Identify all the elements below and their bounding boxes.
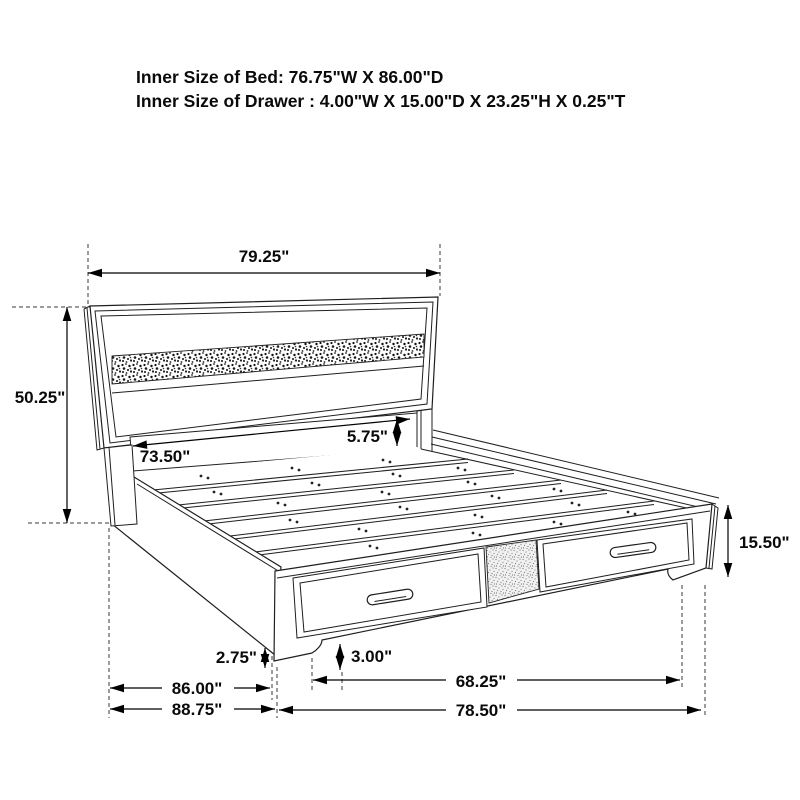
inner-bed-size-note: Inner Size of Bed: 76.75"W X 86.00"D [136, 67, 444, 87]
headboard-height-label: 50.25" [14, 388, 66, 407]
dim-overall-depth [110, 700, 275, 719]
dim-base-height [216, 648, 265, 668]
inner-drawer-size-note: Inner Size of Drawer : 4.00"W X 15.00"D X 23.25"H X 0.25"T [136, 91, 626, 111]
inner-depth-label: 86.00" [171, 679, 223, 698]
dim-drawer-opening-span [313, 672, 680, 691]
overall-depth-label: 88.75" [171, 700, 223, 719]
dim-inner-depth [110, 679, 270, 698]
dim-floor-clearance [340, 644, 392, 670]
rail-height-label: 5.75" [346, 427, 388, 446]
footboard-height-label: 15.50" [739, 533, 790, 552]
drawer-opening-span-label: 68.25" [455, 672, 507, 691]
headboard-left-leg [104, 445, 137, 526]
header-notes [136, 67, 626, 111]
dim-footboard-width [279, 701, 701, 720]
bed-drawing [84, 297, 719, 661]
inner-rail-width-label: 73.50" [139, 447, 191, 466]
footboard-width-label: 78.50" [455, 701, 507, 720]
dim-footboard-height [728, 505, 790, 577]
base-height-label: 2.75" [215, 648, 257, 667]
floor-clearance-label: 3.00" [351, 647, 393, 666]
headboard-width-label: 79.25" [238, 247, 290, 266]
dim-headboard-height [15, 307, 67, 523]
dim-headboard-width [88, 247, 440, 273]
